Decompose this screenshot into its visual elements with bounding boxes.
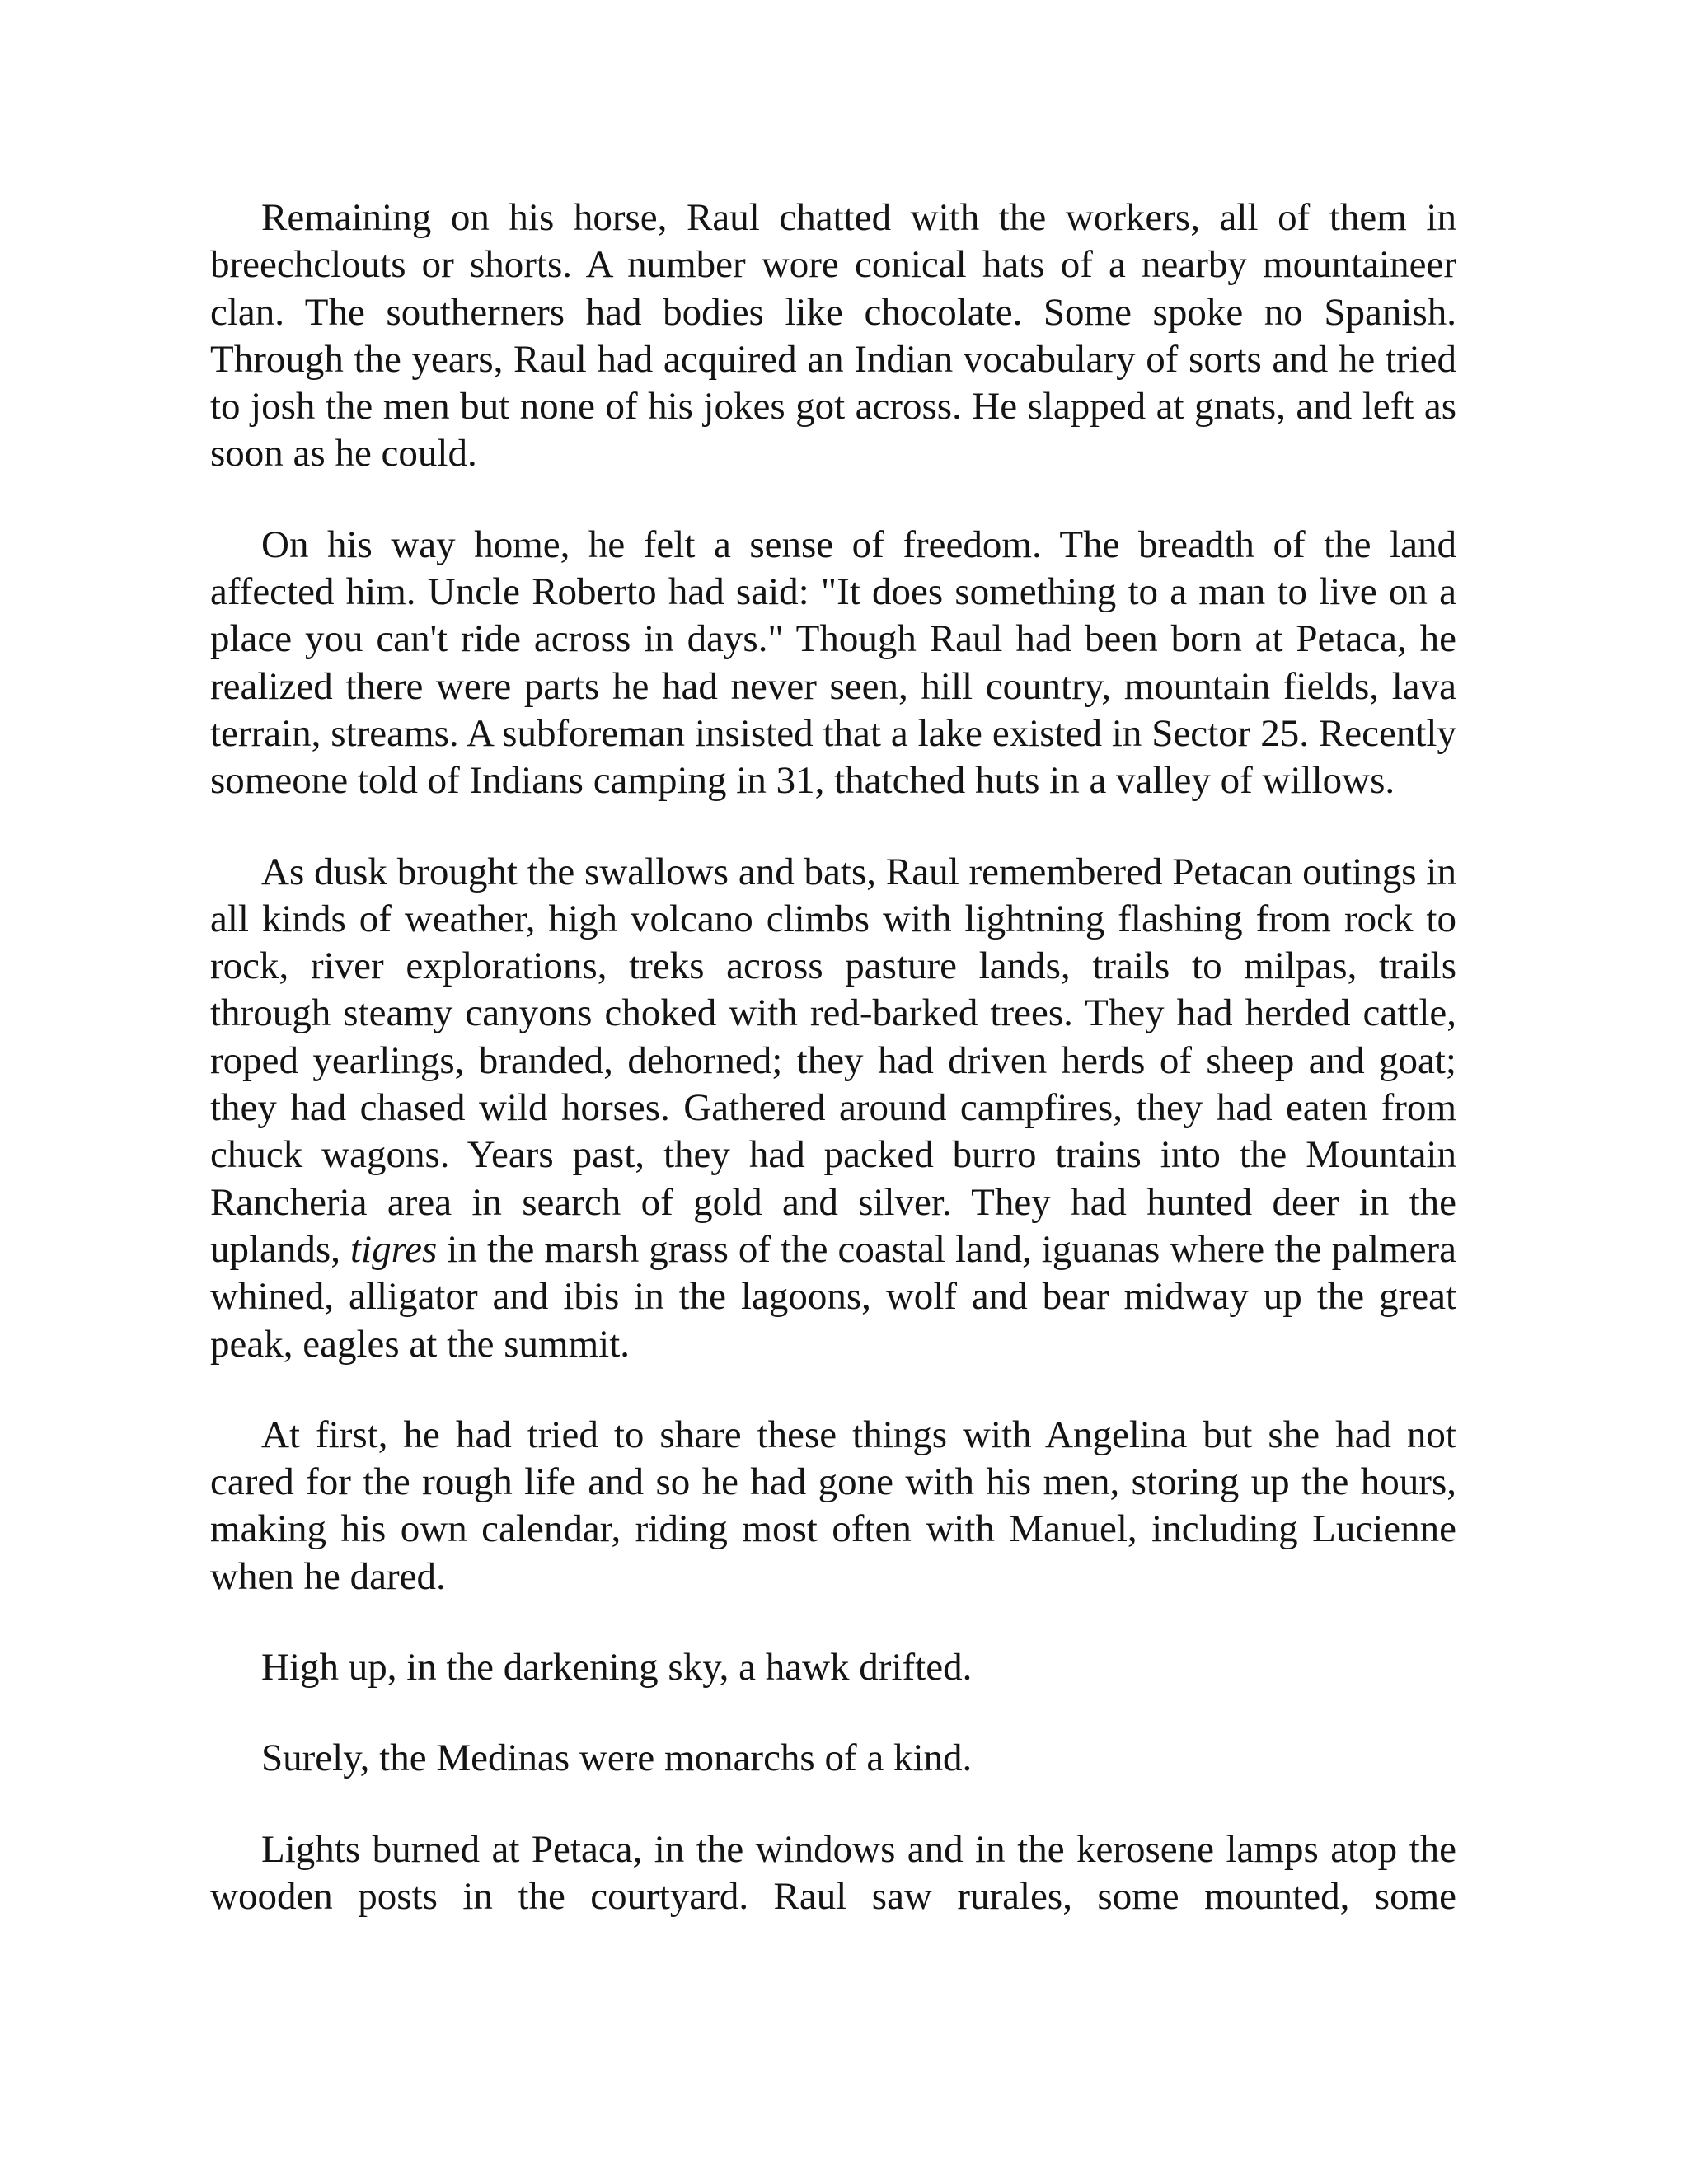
paragraph-freedom: On his way home, he felt a sense of freedom. The breadth of the land affected him. Uncle Roberto had said: "It does something to a man to live on a place you can't ride across in days." Though Raul had been born at Petaca, he realized there were parts he had never seen, hill country, mountain fields, lava terrain, streams. A subforeman insisted that a lake existed in Sector 25. Recently someone told of Indians camping in 31, thatched huts in a valley of willows.: [210, 523, 1456, 803]
paragraph-lights: Lights burned at Petaca, in the windows and in the kerosene lamps atop the wooden posts in the courtyard. Raul saw rurales, some mounted, some: [210, 1827, 1456, 1918]
italic-word-tigres: tigres: [350, 1227, 438, 1271]
book-page: [210, 194, 1456, 1920]
dusk-text-start: As dusk brought the swallows and bats, Raul remembered Petacan outings in all kinds of weather, high volcano climbs with lightning flashing from rock to rock, river explorations, treks across pasture lands, trails to milpas, trails through steamy canyons choked with red-barked trees. They had herded cattle, roped yearlings, branded, dehorned; they had driven herds of sheep and goat; they had chased wild horses. Gathered around campfires, they had eaten from chuck wagons. Years past, they had packed burro trains into the Mountain Rancheria area in search of gold and silver. They had hunted deer in the uplands,: [210, 850, 1456, 1271]
paragraph-workers: Remaining on his horse, Raul chatted with the workers, all of them in breechclouts or shorts. A number wore conical hats of a nearby mountaineer clan. The southerners had bodies like chocolate. Some spoke no Spanish. Through the years, Raul had acquired an Indian vocabulary of sorts and he tried to josh the men but none of his jokes got across. He slapped at gnats, and left as soon as he could.: [210, 196, 1456, 476]
paragraph-hawk: High up, in the darkening sky, a hawk drifted.: [261, 1646, 973, 1690]
paragraph-medinas: Surely, the Medinas were monarchs of a kind.: [261, 1736, 973, 1780]
dusk-text-end: in the marsh grass of the coastal land, iguanas where the palmera whined, alligator and ibis in the lagoons, wolf and bear midway up the great peak, eagles at the summit.: [210, 1227, 1456, 1366]
paragraph-dusk: [210, 849, 1456, 1368]
paragraph-angelina: At first, he had tried to share these things with Angelina but she had not cared for the rough life and so he had gone with his men, storing up the hours, making his own calendar, riding most often with Manuel, including Lucienne when he dared.: [210, 1413, 1456, 1598]
